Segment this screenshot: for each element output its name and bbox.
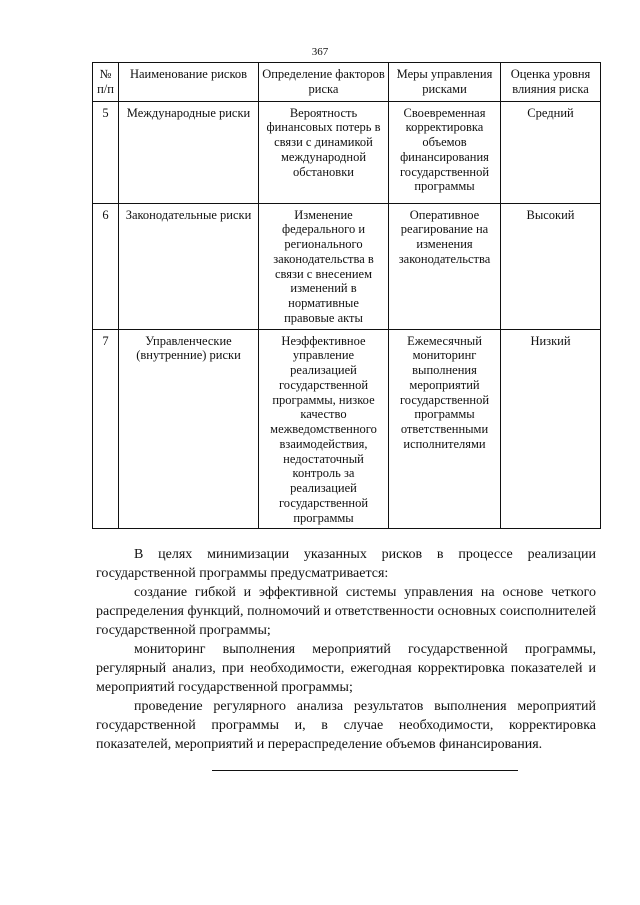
table-row (93, 101, 601, 203)
cell-risk-measures: Оперативное реагирование на изменения законодательства (389, 203, 501, 329)
paragraph-analysis: проведение регулярного анализа результатов выполнения мероприятий государственной программы и, в случае необходимости, корректировка показателей, мероприятий и перераспределение объемов финансирования. (96, 699, 596, 752)
cell-risk-measures: Своевременная корректировка объемов финансирования государственной программы (389, 101, 501, 203)
page-number: 367 (311, 46, 329, 58)
cell-num: 5 (93, 101, 119, 203)
cell-risk-measures: Ежемесячный мониторинг выполнения мероприятий государственной программы ответственными исполнителями (389, 329, 501, 529)
cell-risk-factors: Неэффективное управление реализацией государственной программы, низкое качество межведомственного взаимодействия, недостаточный контроль за реализацией государственной программы (259, 329, 389, 529)
header-risk-measures: Меры управления рисками (389, 63, 501, 102)
paragraph-intro: В целях минимизации указанных рисков в процессе реализации государственной программы предусматривается: (96, 547, 596, 581)
table-row (93, 203, 601, 329)
table-row (93, 329, 601, 529)
cell-num: 7 (93, 329, 119, 529)
paragraph-monitoring: мониторинг выполнения мероприятий государственной программы, регулярный анализ, при необходимости, ежегодная корректировка показателей и мероприятий государственной программы; (96, 642, 596, 695)
header-num: № п/п (93, 63, 119, 102)
cell-risk-factors: Изменение федерального и регионального законодательства в связи с внесением изменений в нормативные правовые акты (259, 203, 389, 329)
cell-risk-name: Управленческие (внутренние) риски (119, 329, 259, 529)
cell-risk-level: Высокий (501, 203, 601, 329)
header-risk-factors: Определение факторов риска (259, 63, 389, 102)
paragraph-management-system: создание гибкой и эффективной системы управления на основе четкого распределения функций, полномочий и ответственности основных соисполнителей государственной программы; (96, 585, 596, 638)
header-risk-level: Оценка уровня влияния риска (501, 63, 601, 102)
table-header-row (93, 63, 601, 102)
cell-risk-level: Средний (501, 101, 601, 203)
cell-risk-factors: Вероятность финансовых потерь в связи с динамикой международной обстановки (259, 101, 389, 203)
cell-risk-name: Международные риски (119, 101, 259, 203)
header-risk-name: Наименование рисков (119, 63, 259, 102)
risk-table (92, 62, 601, 529)
cell-risk-name: Законодательные риски (119, 203, 259, 329)
cell-num: 6 (93, 203, 119, 329)
cell-risk-level: Низкий (501, 329, 601, 529)
body-text (96, 545, 596, 754)
bottom-divider (212, 770, 518, 771)
